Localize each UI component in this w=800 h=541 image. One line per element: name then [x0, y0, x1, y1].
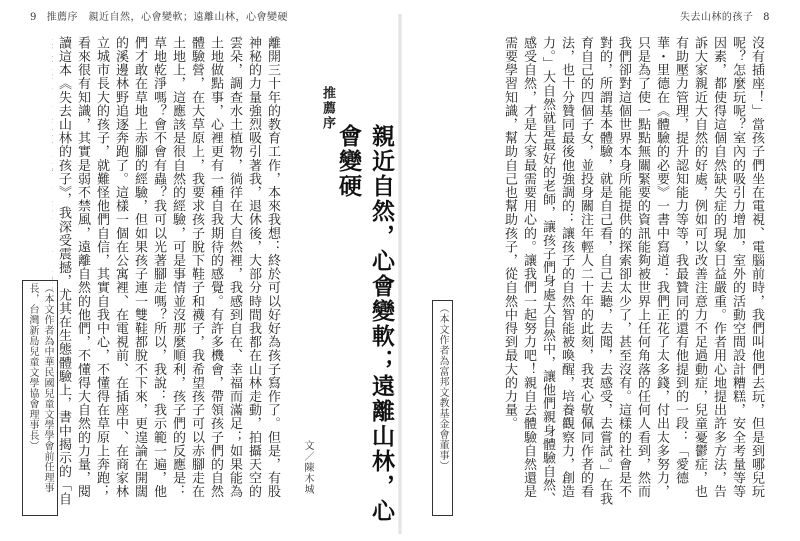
preface-label: 推薦序 [320, 86, 335, 131]
right-running-header [680, 8, 776, 23]
left-running-title: 推薦序 親近自然，心會變軟；遠離山林，心會變硬 [46, 12, 289, 23]
right-page-author-note: （本文作者為富邦文教基金會董事） [432, 300, 453, 516]
book-gutter [398, 14, 402, 534]
left-running-header [24, 8, 288, 23]
left-page-author-note: （本文作者為中華民國兒童文學學會前任理事長，台灣新島兒童文學協會理事長） [22, 280, 58, 516]
left-page-body: 離開三十年的教育工作，本來我想：終於可以好好為孩子寫作了。但是，有股神秘的力量強烈吸引著我，退休後，大部分時間我都在山林走動，拍攝天空的雲朵，調查水土植物，徜徉在大自然裡，我感到自在、幸福而滿足；如果能為土地做點事，心裡更有一種自我期待的感覺。有許多機會，帶領孩子們的自然體驗營，在大草原上，我要求孩子脫下鞋子和襪子，我希望孩子可以赤腳走在土地上，這應該是很自然的經驗，可是事情並沒那麼順利，孩子們的反應是：草地乾淨嗎？會不會有蟲？我可以光著腳走嗎？所以，我說：我示範一遍，他們才敢在草地上赤腳的經驗，但如果孩子連一雙鞋都脫不下來，更遑論在開闊的溪邊林野追逐奔跑了。這樣一個在公寓裡、在電視前、在插座中、在商家林立城市長大的孩子，就難怪他們自信，其實自我中心，不懂得在草原上奔跑；看來很有知識，其實是弱不禁風，遠離自然的他們，不懂得大自然的力量，閱讀這本《失去山林的孩子》，我深受震撼，尤其在生態體驗上，書中揭示的「自 [56, 36, 280, 506]
left-page-number: 9 [30, 12, 37, 23]
right-page-number: 8 [763, 12, 770, 23]
preface-title: 親近自然，心會變軟；遠離山林，心會變硬 [335, 124, 395, 524]
preface-author: 文／陳木城 [302, 440, 313, 495]
right-running-title: 失去山林的孩子 [679, 12, 754, 23]
right-page-body: 沒有插座！」當孩子們坐在電視、電腦前時，我們叫他們去玩，但是到哪兒玩呢？怎麼玩呢？室內的吸引力增加，室外的活動空間設計糟糕，安全考量等等因素，都使得這個自然缺失症的現象日益嚴重。作者用心地提出許多方法，告訴大家親近大自然的好處，例如可以改善注意力不足過動症，兒童憂鬱症，也有助壓力管理，提升認知能力等等，我最贊同的還有他提到的一段：「愛德華・里德在《體驗的必要》一書中寫道：我們正花了太多錢，付出太多努力，只是為了使一點點無關緊要的資訊能夠被世界上任何角落的任何人看到，然而我們卻對這個世界本身所能提供的探索卻太少了，甚至沒有。這樣的社會是不對的，所謂基本體驗，就是自己看，自己去聽，去聞，去感受，去嘗試。」在我育自己的四個子女，並投身關注年輕人二十年的此刻，我衷心敬佩同作者的看法，也十分贊同最後他強調的：讓孩子的自然智能被喚醒，培養觀察力，創造力。」大自然就是最好的老師，讓孩子們身處大自然中，讓他們親身體驗自然、感受自然，才是大家最需要用心的。讓我們一起努力吧！親自去體驗自然還是需要學習知識，幫助自己也幫助孩子，從自然中得到最大的力量。 [502, 36, 764, 506]
